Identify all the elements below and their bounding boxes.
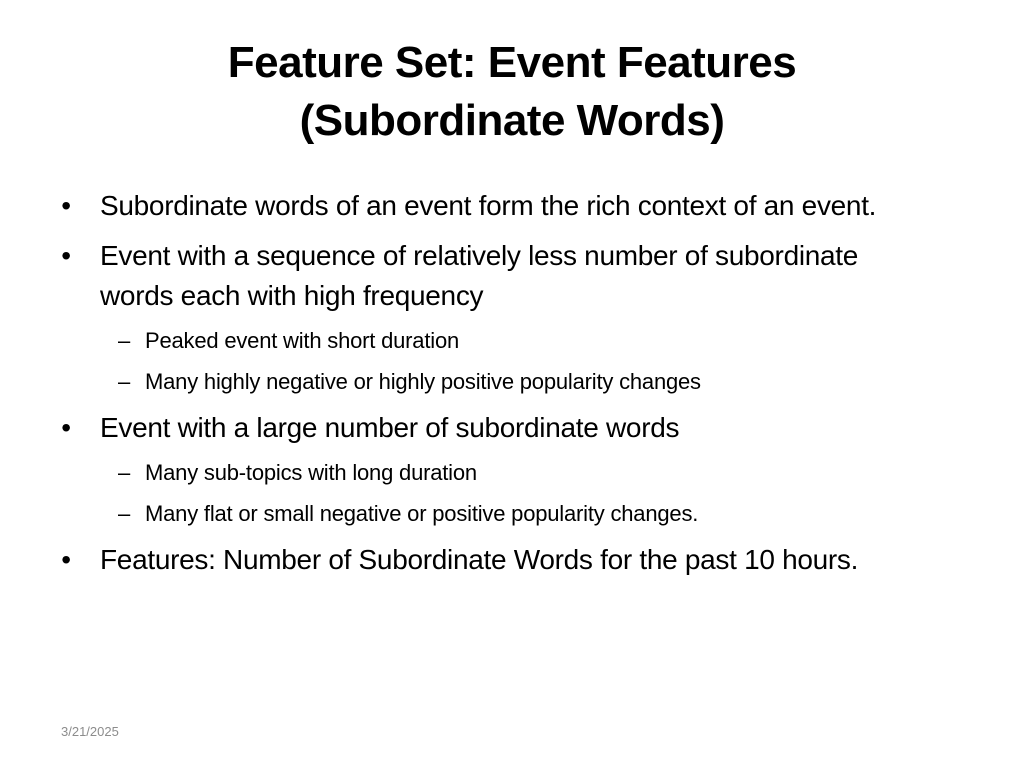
sub-bullet-item (56, 326, 936, 356)
sub-bullet-text: Many sub-topics with long duration (145, 460, 477, 485)
sub-bullet-list (56, 326, 936, 397)
sub-bullet-list (56, 458, 936, 529)
bullet-dot-icon: • (61, 190, 71, 221)
bullet-dot-icon: • (61, 240, 71, 271)
bullet-text: Event with a large number of subordinate words (100, 412, 680, 443)
bullet-text: Features: Number of Subordinate Words for the past 10 hours. (100, 544, 859, 575)
bullet-text: Subordinate words of an event form the rich context of an event. (100, 190, 877, 221)
sub-bullet-item (56, 499, 936, 529)
slide-title (100, 34, 924, 150)
slide-title-line-1: Feature Set: Event Features (227, 38, 797, 87)
bullet-dot-icon: • (61, 412, 71, 443)
sub-bullet-item (56, 458, 936, 488)
dash-icon: – (117, 460, 131, 485)
bullet-item (56, 408, 936, 448)
bullet-item (56, 540, 936, 580)
slide-content (56, 186, 936, 590)
dash-icon: – (117, 501, 131, 526)
bullet-text: Event with a sequence of relatively less number of subordinate words each with high frequency (100, 240, 859, 311)
sub-bullet-text: Many highly negative or highly positive popularity changes (145, 369, 701, 394)
sub-bullet-item (56, 367, 936, 397)
dash-icon: – (117, 369, 131, 394)
dash-icon: – (117, 328, 131, 353)
sub-bullet-text: Peaked event with short duration (145, 328, 460, 353)
bullet-item (56, 236, 936, 316)
bullet-dot-icon: • (61, 544, 71, 575)
slide-title-line-2: (Subordinate Words) (299, 96, 725, 145)
bullet-item (56, 186, 936, 226)
footer-date: 3/21/2025 (61, 724, 119, 739)
sub-bullet-text: Many flat or small negative or positive popularity changes. (145, 501, 699, 526)
